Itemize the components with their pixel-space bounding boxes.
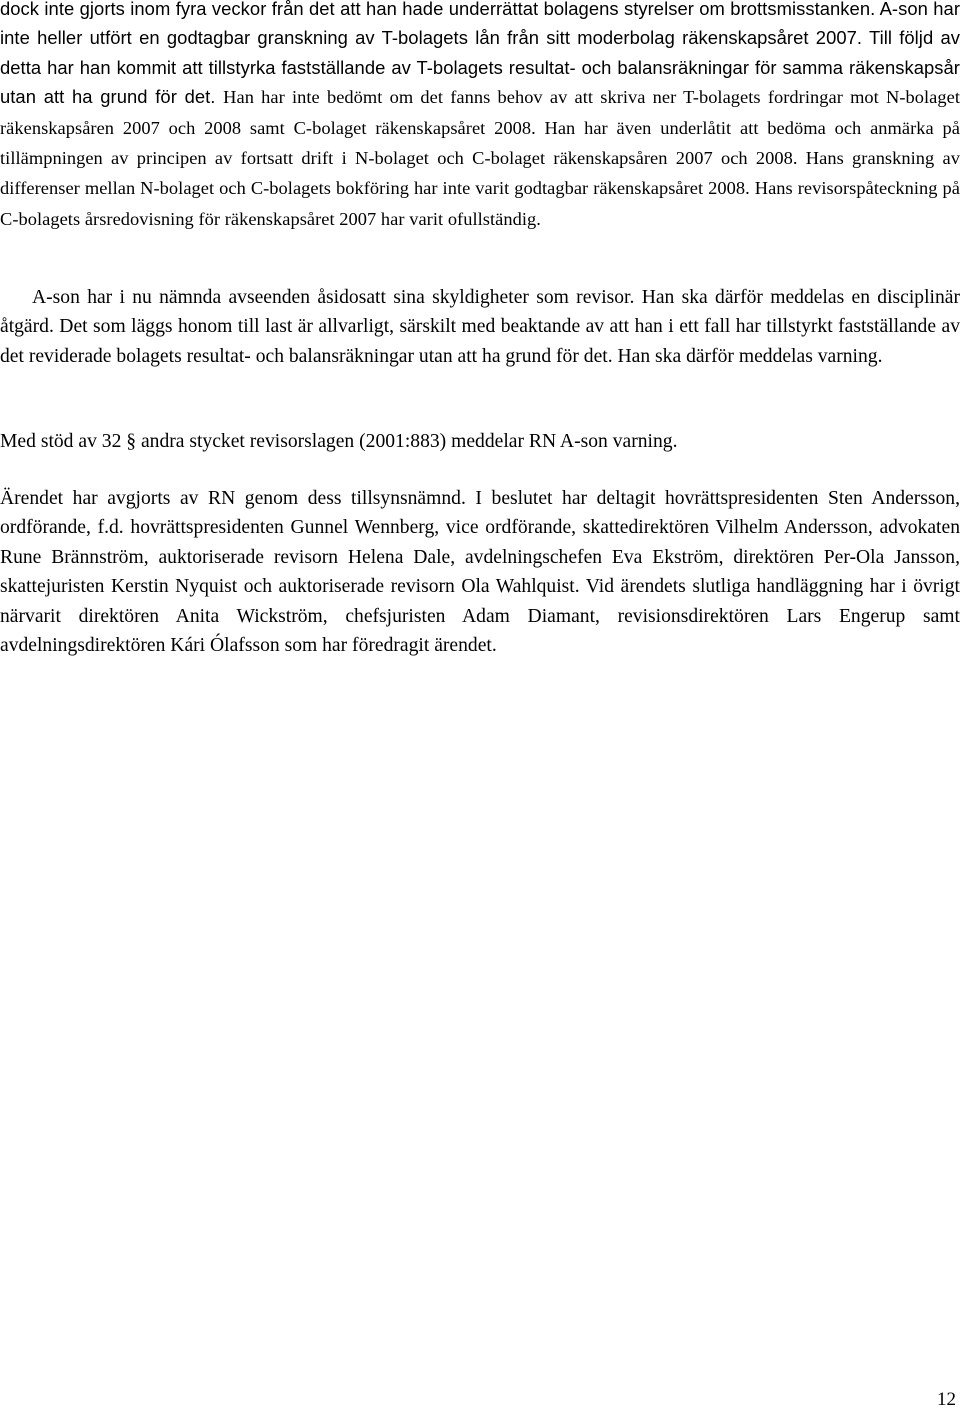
disciplinary-paragraph: A-son har i nu nämnda avseenden åsidosatt sina skyldigheter som revisor. Han ska därför meddelas en disciplinär åtgärd. Det som läggs honom till last är allvarligt, särskilt med beaktande av att han i ett fall har tillstyrkt fastställande av det reviderade bolagets resultat- och balansräkningar utan att ha grund för det. Han ska därför meddelas varning. <box>0 287 960 367</box>
paragraph-continuation-sans <box>0 0 960 234</box>
paragraph-1-text: dock inte gjorts inom fyra veckor från det att han hade underrättat bolagens styrelser om brottsmisstanken. A-son har inte heller utfört en godtagbar granskning av T-bolagets lån från sitt moderbolag räkenskapsåret 2007. Till följd av detta har han kommit att tillstyrka fastställande av T-bolagets resultat- och balansräkningar för samma räkenskapsår utan att ha grund för det. <box>0 0 960 108</box>
paragraph-1-continued-text: Han har inte bedömt om det fanns behov av att skriva ner T-bolagets fordringar mot N-bolaget räkenskapsåren 2007 och 2008 samt C-bolaget räkenskapsåret 2008. Han har även underlåtit att bedöma och anmärka på tillämpningen av principen av fortsatt drift i N-bolaget och C-bolaget räkenskapsåren 2007 och 2008. Hans granskning av differenser mellan N-bolaget och C-bolagets bokföring har inte varit godtagbar räkenskapsåret 2008. Hans revisorspåteckning på C-bolagets årsredovisning för räkenskapsåret 2007 har varit ofullständig. <box>0 87 960 229</box>
page-number: 12 <box>937 1389 956 1410</box>
decision-paragraph: Med stöd av 32 § andra stycket revisorslagen (2001:883) meddelar RN A-son varning. <box>0 431 678 452</box>
closing-paragraph: Ärendet har avgjorts av RN genom dess tillsynsnämnd. I beslutet har deltagit hovrättspresidenten Sten Andersson, ordförande, f.d. hovrättspresidenten Gunnel Wennberg, vice ordförande, skattedirektören Vilhelm Andersson, advokaten Rune Brännström, auktoriserade revisorn Helena Dale, avdelningschefen Eva Ekström, direktören Per-Ola Jansson, skattejuristen Kerstin Nyquist och auktoriserade revisorn Ola Wahlquist. Vid ärendets slutliga handläggning har i övrigt närvarit direktören Anita Wickström, chefsjuristen Adam Diamant, revisionsdirektören Lars Engerup samt avdelningsdirektören Kári Ólafsson som har föredragit ärendet. <box>0 488 960 657</box>
